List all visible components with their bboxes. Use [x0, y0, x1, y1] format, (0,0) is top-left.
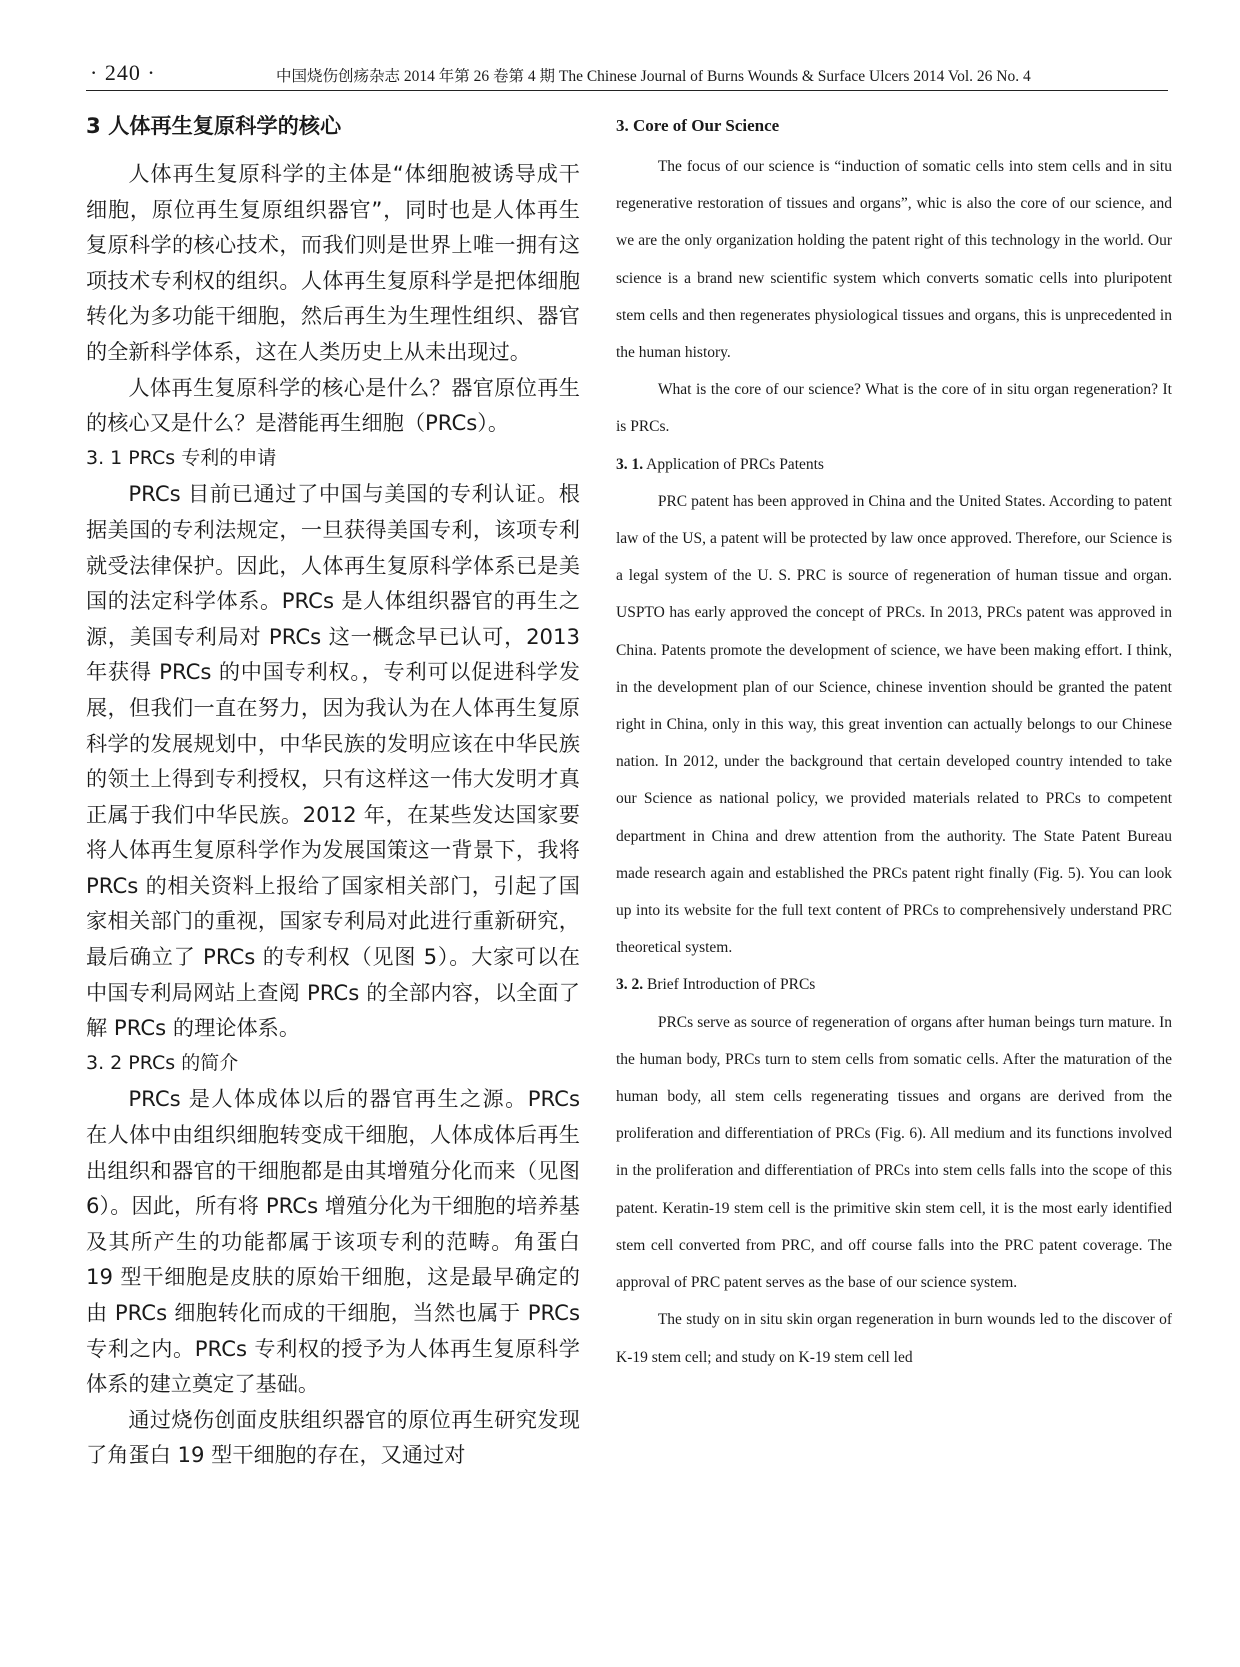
running-head: 中国烧伤创疡杂志 2014 年第 26 卷第 4 期 The Chinese Journal of Burns Wounds & Surface Ulcers 2014 Vol. 26 No. 4 [276, 68, 1031, 85]
paragraph-en-5: The study on in situ skin organ regeneration in burn wounds led to the discover of K-19 stem cell; and study on K-19 stem cell led [616, 1311, 1172, 1366]
paragraph-cn-4: PRCs 是人体成体以后的器官再生之源。PRCs 在人体中由组织细胞转变成干细胞，人体成体后再生出组织和器官的干细胞都是由其增殖分化而来（见图 6）。因此，所有将 PRCs 增殖分化为干细胞的培养基及其所产生的功能都属于该项专利的范畴。角蛋白 19 型干细胞是皮肤的原始干细胞，这是最早确定的由 PRCs 细胞转化而成的干细胞，当然也属于 PRCs 专利之内。PRCs 专利权的授予为人体再生复原科学体系的建立奠定了基础。 [86, 1086, 580, 1397]
paragraph-en-4: PRCs serve as source of regeneration of organs after human beings turn mature. In the human body, PRCs turn to stem cells from somatic cells. After the maturation of the human body, all stem cells regenerating tissues and organs are derived from the proliferation and differentiation of PRCs (Fig. 6). All medium and its functions involved in the proliferation and differentiation of PRCs into stem cells falls into the scope of this patent. Keratin-19 stem cell is the primitive skin stem cell, it is the most early identified stem cell converted from PRC, and off course falls into the PRC patent coverage. The approval of PRC patent serves as the base of our science system. [616, 1013, 1172, 1292]
paragraph-cn-1: 人体再生复原科学的主体是“体细胞被诱导成干细胞，原位再生复原组织器官”，同时也是人体再生复原科学的核心技术，而我们则是世界上唯一拥有这项技术专利权的组织。人体再生复原科学是把体细胞转化为多功能干细胞，然后再生为生理性组织、器官的全新科学体系，这在人类历史上从未出现过。 [86, 161, 580, 364]
chinese-column [86, 112, 580, 1473]
section-3-2-label-en: Brief Introduction of PRCs [643, 976, 816, 994]
english-column [616, 112, 1172, 1376]
paragraph-en-2: What is the core of our science? What is the core of in situ organ regeneration? It is PRCs. [616, 381, 1172, 436]
section-3-2-title-cn: 3. 2 PRCs 的简介 [86, 1051, 239, 1074]
paragraph-en-3: PRC patent has been approved in China and the United States. According to patent law of the US, a patent will be protected by law once approved. Therefore, our Science is a legal system of the U. S. PRC is source of regeneration of human tissue and organ. USPTO has early approved the concept of PRCs. In 2013, PRCs patent was approved in China. Patents promote the development of science, we have been making effort. I think, in the development plan of our Science, chinese invention should be granted the patent right in China, only in this way, this great invention can actually belongs to our Chinese nation. In 2012, under the background that certain developed country intended to take our Science as national policy, we provided materials related to PRCs to competent department in China and drew attention from the authority. The State Patent Bureau made research again and established the PRCs patent right finally (Fig. 5). You can look up into its website for the full text content of PRCs to comprehensively understand PRC theoretical system. [616, 492, 1172, 957]
header-rule [86, 90, 1168, 91]
page-number: · 240 · [90, 60, 156, 85]
section-3-1-number-en: 3. 1. [616, 455, 644, 473]
paragraph-cn-5: 通过烧伤创面皮肤组织器官的原位再生研究发现了角蛋白 19 型干细胞的存在，又通过对 [86, 1406, 580, 1468]
section-3-2-number-en: 3. 2. [616, 976, 644, 994]
section-3-title-cn: 3 人体再生复原科学的核心 [86, 113, 342, 138]
section-3-1-label-en: Application of PRCs Patents [643, 455, 824, 473]
paragraph-cn-3: PRCs 目前已通过了中国与美国的专利认证。根据美国的专利法规定，一旦获得美国专利，该项专利就受法律保护。因此，人体再生复原科学体系已是美国的法定科学体系。PRCs 是人体组织器官的再生之源，美国专利局对 PRCs 这一概念早已认可，2013 年获得 PRCs 的中国专利权。，专利可以促进科学发展，但我们一直在努力，因为我认为在人体再生复原科学的发展规划中，中华民族的发明应该在中华民族的领土上得到专利授权，只有这样这一伟大发明才真正属于我们中华民族。2012 年，在某些发达国家要将人体再生复原科学作为发展国策这一背景下，我将 PRCs 的相关资料上报给了国家相关部门，引起了国家相关部门的重视，国家专利局对此进行重新研究，最后确立了 PRCs 的专利权（见图 5）。大家可以在中国专利局网站上查阅 PRCs 的全部内容，以全面了解 PRCs 的理论体系。 [86, 481, 580, 1041]
page-header [0, 0, 1240, 96]
paragraph-en-1: The focus of our science is “induction of somatic cells into stem cells and in situ regenerative restoration of tissues and organs”, whic is also the core of our science, and we are the only organization holding the patent right of this technology in the world. Our science is a brand new scientific system which converts somatic cells into pluripotent stem cells and then regenerates physiological tissues and organs, this is unprecedented in the human history. [616, 158, 1172, 362]
section-3-title-en: 3. Core of Our Science [616, 116, 780, 135]
paragraph-cn-2: 人体再生复原科学的核心是什么？器官原位再生的核心又是什么？是潜能再生细胞（PRCs）。 [86, 374, 580, 436]
section-3-1-title-cn: 3. 1 PRCs 专利的申请 [86, 446, 277, 469]
section-3-2-title-en [616, 966, 1172, 1003]
section-3-1-title-en [616, 446, 1172, 483]
